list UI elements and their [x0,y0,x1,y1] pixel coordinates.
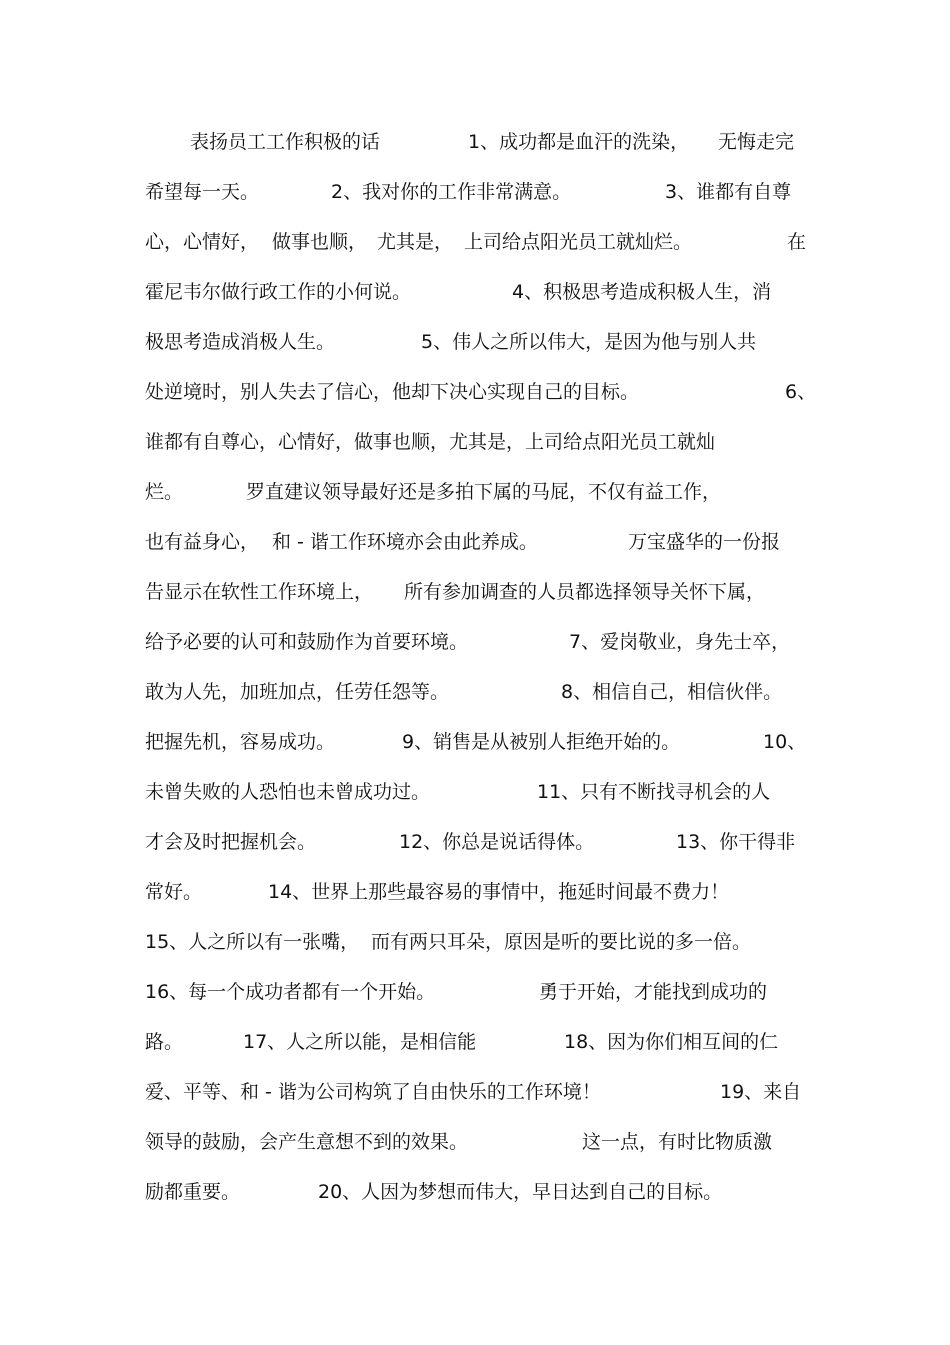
text-segment: 2、我对你的工作非常满意。 [331,181,572,203]
text-segment: 做事也顺， [272,231,368,253]
text-segment: 烂。 [145,481,184,503]
text-line [0,427,950,457]
text-segment: 16、每一个成功者都有一个开始。 [145,981,436,1003]
text-segment: 15、人之所以有一张嘴， [145,931,360,953]
text-segment: 上司给点阳光员工就灿烂。 [464,231,693,253]
text-segment: 12、你总是说话得体。 [399,831,595,853]
text-segment: 万宝盛华的一份报 [628,531,781,553]
text-segment: 18、因为你们相互间的仁 [564,1031,779,1053]
text-segment: 20、人因为梦想而伟大，早日达到自己的目标。 [318,1181,723,1203]
text-segment: 希望每一天。 [145,181,260,203]
text-segment: 表扬员工工作积极的话 [190,131,381,153]
text-segment: 在 [787,231,807,253]
text-segment: 常好。 [145,881,203,903]
text-segment: 未曾失败的人恐怕也未曾成功过。 [145,781,431,803]
text-segment: 心，心情好， [145,231,260,253]
text-line [0,977,950,1007]
text-segment: 19、来自 [720,1081,802,1103]
text-segment: 尤其是， [377,231,454,253]
text-segment: 勇于开始，才能找到成功的 [539,981,768,1003]
text-segment: 1、成功都是血汗的洗染， [468,131,690,153]
text-segment: 9、销售是从被别人拒绝开始的。 [402,731,681,753]
text-segment: 8、相信自己，相信伙伴。 [561,681,783,703]
text-line [0,1027,950,1057]
text-line [0,277,950,307]
text-line [0,577,950,607]
text-line [0,477,950,507]
text-segment: 告显示在软性工作环境上， [145,581,374,603]
text-line [0,227,950,257]
text-segment: 11、只有不断找寻机会的人 [537,781,771,803]
text-segment: 才会及时把握机会。 [145,831,317,853]
text-segment: 无悔走完 [718,131,795,153]
text-line [0,877,950,907]
text-line [0,1177,950,1207]
text-segment: 这一点，有时比物质激 [582,1131,773,1153]
text-segment: 7、爱岗敬业，身先士卒， [569,631,791,653]
text-segment: 14、世界上那些最容易的事情中，拖延时间最不费力！ [268,881,730,903]
text-segment: 把握先机，容易成功。 [145,731,336,753]
text-line [0,527,950,557]
text-segment: 爱、平等、和 - 谐为公司构筑了自由快乐的工作环境！ [145,1081,601,1103]
text-line [0,677,950,707]
text-segment: 路。 [145,1031,184,1053]
text-line [0,927,950,957]
text-segment: 3、谁都有自尊 [665,181,792,203]
text-line [0,127,950,157]
text-line [0,1127,950,1157]
text-line [0,177,950,207]
text-segment: 13、你干得非 [676,831,796,853]
text-segment: 和 - 谐工作环境亦会由此养成。 [272,531,538,553]
text-segment: 也有益身心， [145,531,260,553]
text-line [0,627,950,657]
text-line [0,1077,950,1107]
text-segment: 领导的鼓励，会产生意想不到的效果。 [145,1131,469,1153]
text-line [0,827,950,857]
text-line [0,777,950,807]
text-segment: 励都重要。 [145,1181,241,1203]
text-segment: 极思考造成消极人生。 [145,331,336,353]
text-segment: 所有参加调查的人员都选择领导关怀下属， [404,581,766,603]
text-line [0,327,950,357]
text-segment: 10、 [763,731,807,753]
text-segment: 4、积极思考造成积极人生，消 [512,281,772,303]
text-segment: 罗直建议领导最好还是多拍下属的马屁，不仅有益工作， [246,481,722,503]
text-segment: 5、伟人之所以伟大，是因为他与别人共 [421,331,757,353]
text-line [0,377,950,407]
text-segment: 17、人之所以能，是相信能 [243,1031,477,1053]
text-line [0,727,950,757]
text-segment: 6、 [785,381,817,403]
text-segment: 谁都有自尊心，心情好，做事也顺，尤其是，上司给点阳光员工就灿 [145,431,716,453]
text-segment: 而有两只耳朵，原因是听的要比说的多一倍。 [371,931,752,953]
text-segment: 霍尼韦尔做行政工作的小何说。 [145,281,412,303]
text-segment: 敢为人先，加班加点，任劳任怨等。 [145,681,450,703]
text-segment: 给予必要的认可和鼓励作为首要环境。 [145,631,469,653]
text-segment: 处逆境时，别人失去了信心，他却下决心实现自己的目标。 [145,381,640,403]
